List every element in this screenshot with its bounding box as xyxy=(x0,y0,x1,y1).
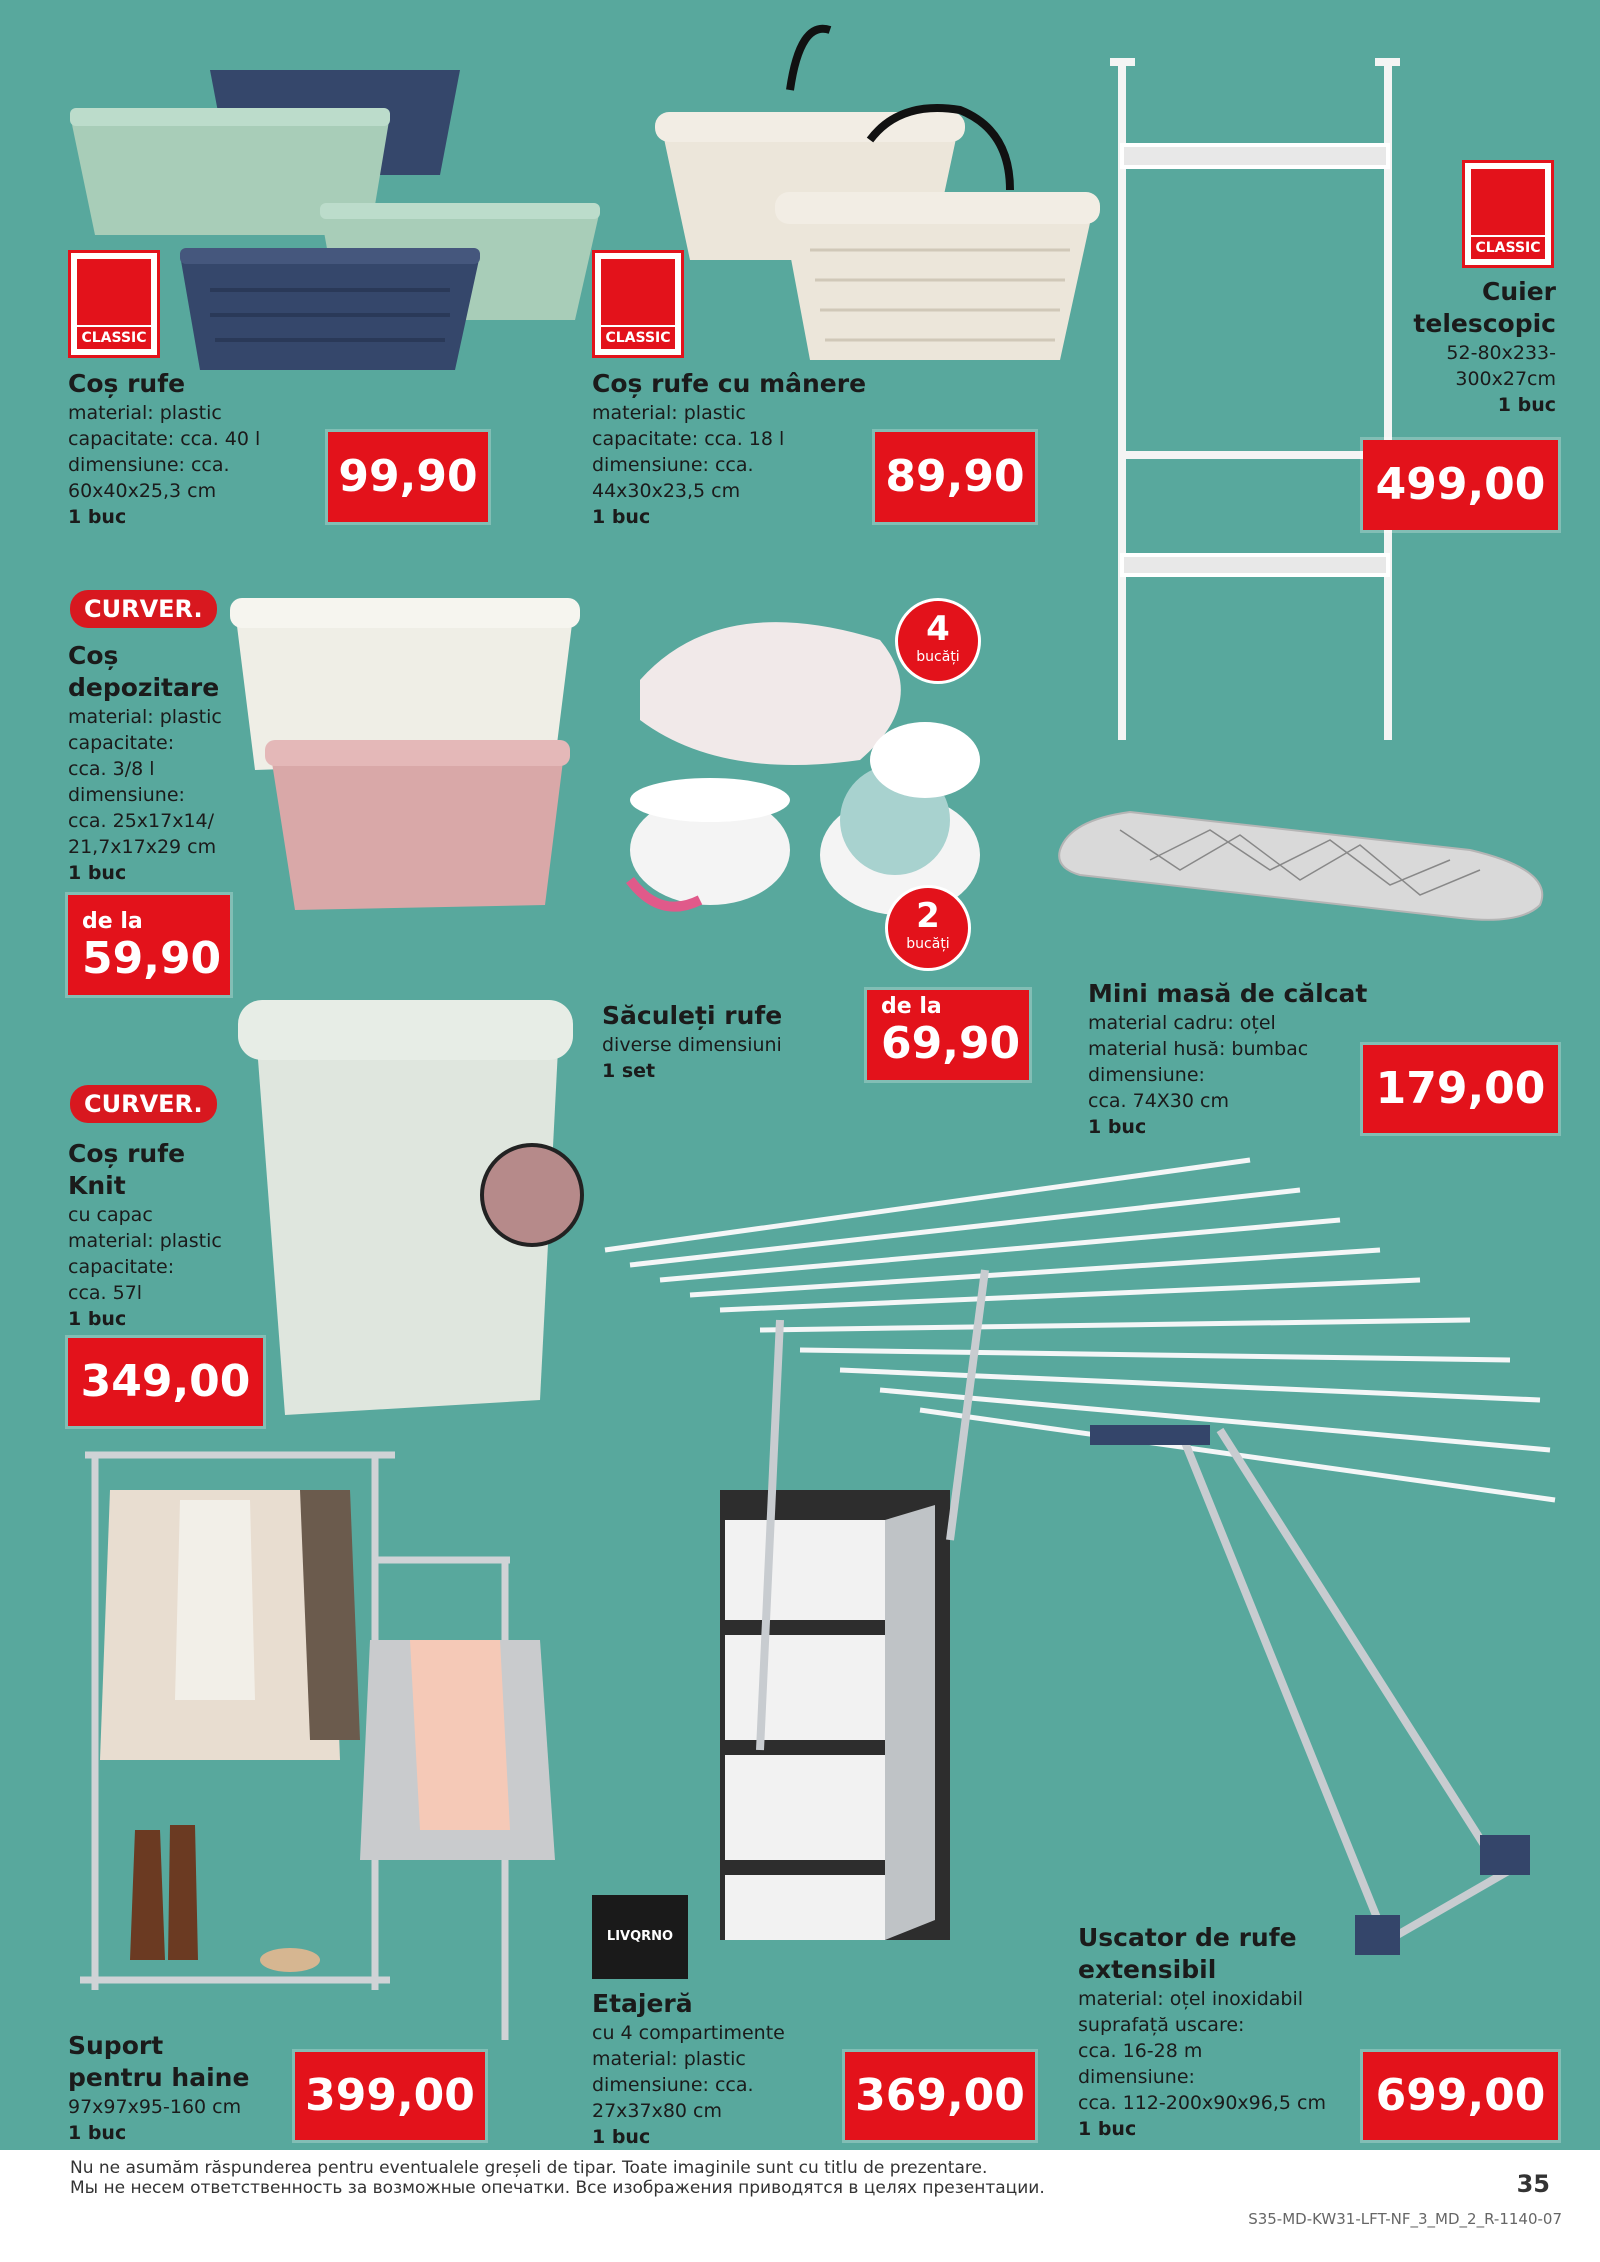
product-detail: capacitate: cca. 18 l xyxy=(592,428,785,450)
k-classic-logo xyxy=(1462,160,1554,268)
product-detail: material cadru: oțel xyxy=(1088,1012,1276,1034)
disclaimer-ru: Мы не несем ответственность за возможные опечатки. Все изображения приводятся в целях презентации. xyxy=(70,2178,1045,2198)
product-title: extensibil xyxy=(1078,1955,1217,1984)
product-mini-masa-calcat xyxy=(1088,978,1388,1140)
disclaimer xyxy=(70,2158,1045,2198)
price-tag: 699,00 xyxy=(1363,2052,1558,2140)
price-tag: 179,00 xyxy=(1363,1045,1558,1133)
quantity-badge xyxy=(895,598,981,684)
product-title: Etajeră xyxy=(592,1989,693,2018)
product-title: Suport xyxy=(68,2031,164,2060)
product-title: Uscator de rufe xyxy=(1078,1923,1297,1952)
product-detail: cu capac xyxy=(68,1204,153,1226)
k-logo-icon xyxy=(77,259,151,325)
product-title: Coș rufe xyxy=(68,369,186,398)
product-detail: cca. 25x17x14/ xyxy=(68,810,215,832)
product-detail: material: plastic xyxy=(68,1230,222,1252)
product-uscator-rufe xyxy=(1078,1922,1368,2142)
product-detail: dimensiune: xyxy=(1078,2066,1195,2088)
product-detail: material: plastic xyxy=(592,402,746,424)
product-detail: cca. 74X30 cm xyxy=(1088,1090,1229,1112)
price-prefix: de la xyxy=(82,909,143,934)
product-detail: cca. 3/8 l xyxy=(68,758,155,780)
product-detail: cca. 57l xyxy=(68,1282,143,1304)
product-detail: material: oțel inoxidabil xyxy=(1078,1988,1304,2010)
product-detail: material: plastic xyxy=(68,706,222,728)
k-classic-logo xyxy=(592,250,684,358)
product-detail: material husă: bumbac xyxy=(1088,1038,1309,1060)
price-tag xyxy=(68,895,230,995)
product-detail: cu 4 compartimente xyxy=(592,2022,785,2044)
product-detail: capacitate: xyxy=(68,1256,175,1278)
badge-unit: bucăți xyxy=(916,649,960,665)
k-classic-logo xyxy=(68,250,160,358)
k-classic-label: CLASSIC xyxy=(1471,237,1545,259)
product-suport-haine xyxy=(68,2030,298,2146)
product-saculeti-rufe xyxy=(602,1000,852,1084)
price-tag xyxy=(867,990,1029,1080)
product-quantity: 1 buc xyxy=(1078,2118,1137,2140)
disclaimer-ro: Nu ne asumăm răspunderea pentru eventualele greșeli de tipar. Toate imaginile sunt cu titlu de prezentare. xyxy=(70,2158,988,2178)
drawer-unit-image xyxy=(720,1490,950,1940)
product-quantity: 1 set xyxy=(602,1060,656,1082)
product-quantity: 1 buc xyxy=(68,862,127,884)
price-tag: 89,90 xyxy=(875,432,1035,522)
product-quantity: 1 buc xyxy=(1497,394,1556,416)
mini-ironing-board-image xyxy=(1059,812,1542,920)
product-cos-rufe-knit xyxy=(68,1138,268,1332)
page-number: 35 xyxy=(1516,2170,1550,2198)
product-cuier-telescopic xyxy=(1300,276,1556,418)
product-title: Coș xyxy=(68,641,119,670)
livarno-logo: LIVQRNO xyxy=(592,1895,688,1979)
k-classic-label: CLASSIC xyxy=(601,327,675,349)
product-detail: dimensiune: cca. xyxy=(592,454,754,476)
product-detail: 97x97x95-160 cm xyxy=(68,2096,242,2118)
product-cos-rufe-manere xyxy=(592,368,892,530)
product-title: pentru haine xyxy=(68,2063,250,2092)
badge-unit: bucăți xyxy=(906,936,950,952)
product-detail: dimensiune: xyxy=(68,784,185,806)
product-title: Mini masă de călcat xyxy=(1088,979,1368,1008)
product-title: Coș rufe cu mânere xyxy=(592,369,867,398)
price-tag: 99,90 xyxy=(328,432,488,522)
price-tag: 369,00 xyxy=(845,2052,1035,2140)
product-detail: cca. 112-200x90x96,5 cm xyxy=(1078,2092,1326,2114)
product-detail: 52-80x233- xyxy=(1446,342,1556,364)
product-quantity: 1 buc xyxy=(592,506,651,528)
product-detail: 300x27cm xyxy=(1455,368,1556,390)
handle-baskets-image xyxy=(655,29,1100,360)
k-logo-icon xyxy=(601,259,675,325)
price-prefix: de la xyxy=(881,994,942,1019)
product-quantity: 1 buc xyxy=(68,1308,127,1330)
product-quantity: 1 buc xyxy=(68,506,127,528)
product-title: depozitare xyxy=(68,673,220,702)
product-detail: cca. 16-28 m xyxy=(1078,2040,1203,2062)
product-title: Knit xyxy=(68,1171,126,1200)
product-detail: suprafață uscare: xyxy=(1078,2014,1245,2036)
badge-number: 2 xyxy=(916,896,940,936)
curver-logo: CURVER. xyxy=(70,590,217,628)
curver-logo: CURVER. xyxy=(70,1085,217,1123)
product-detail: dimensiune: xyxy=(1088,1064,1205,1086)
product-detail: material: plastic xyxy=(592,2048,746,2070)
product-detail: diverse dimensiuni xyxy=(602,1034,782,1056)
k-classic-label: CLASSIC xyxy=(77,327,151,349)
product-cos-depozitare xyxy=(68,640,268,886)
product-detail: capacitate: cca. 40 l xyxy=(68,428,261,450)
quantity-badge xyxy=(885,885,971,971)
product-detail: 60x40x25,3 cm xyxy=(68,480,217,502)
product-detail: capacitate: xyxy=(68,732,175,754)
product-title: Săculeți rufe xyxy=(602,1001,783,1030)
product-detail: dimensiune: cca. xyxy=(68,454,230,476)
price-value: 69,90 xyxy=(881,1018,1021,1069)
knit-storage-baskets-image xyxy=(230,598,580,910)
price-tag: 499,00 xyxy=(1363,440,1558,530)
product-detail: 21,7x17x29 cm xyxy=(68,836,217,858)
product-title: Cuier xyxy=(1482,277,1556,306)
product-detail: material: plastic xyxy=(68,402,222,424)
clothes-rack-image xyxy=(80,1455,555,2040)
price-value: 59,90 xyxy=(82,933,222,984)
product-quantity: 1 buc xyxy=(1088,1116,1147,1138)
product-quantity: 1 buc xyxy=(68,2122,127,2144)
price-tag: 399,00 xyxy=(295,2052,485,2140)
product-quantity: 1 buc xyxy=(592,2126,651,2148)
product-etajera xyxy=(592,1988,852,2150)
print-code: S35-MD-KW31-LFT-NF_3_MD_2_R-1140-07 xyxy=(1248,2210,1562,2228)
product-detail: dimensiune: cca. xyxy=(592,2074,754,2096)
knit-hamper-image xyxy=(238,1000,582,1415)
badge-number: 4 xyxy=(926,609,950,649)
k-logo-icon xyxy=(1471,169,1545,235)
product-detail: 27x37x80 cm xyxy=(592,2100,723,2122)
product-title: telescopic xyxy=(1413,309,1556,338)
product-title: Coș rufe xyxy=(68,1139,186,1168)
product-detail: 44x30x23,5 cm xyxy=(592,480,741,502)
price-tag: 349,00 xyxy=(68,1338,263,1426)
product-cos-rufe xyxy=(68,368,328,530)
